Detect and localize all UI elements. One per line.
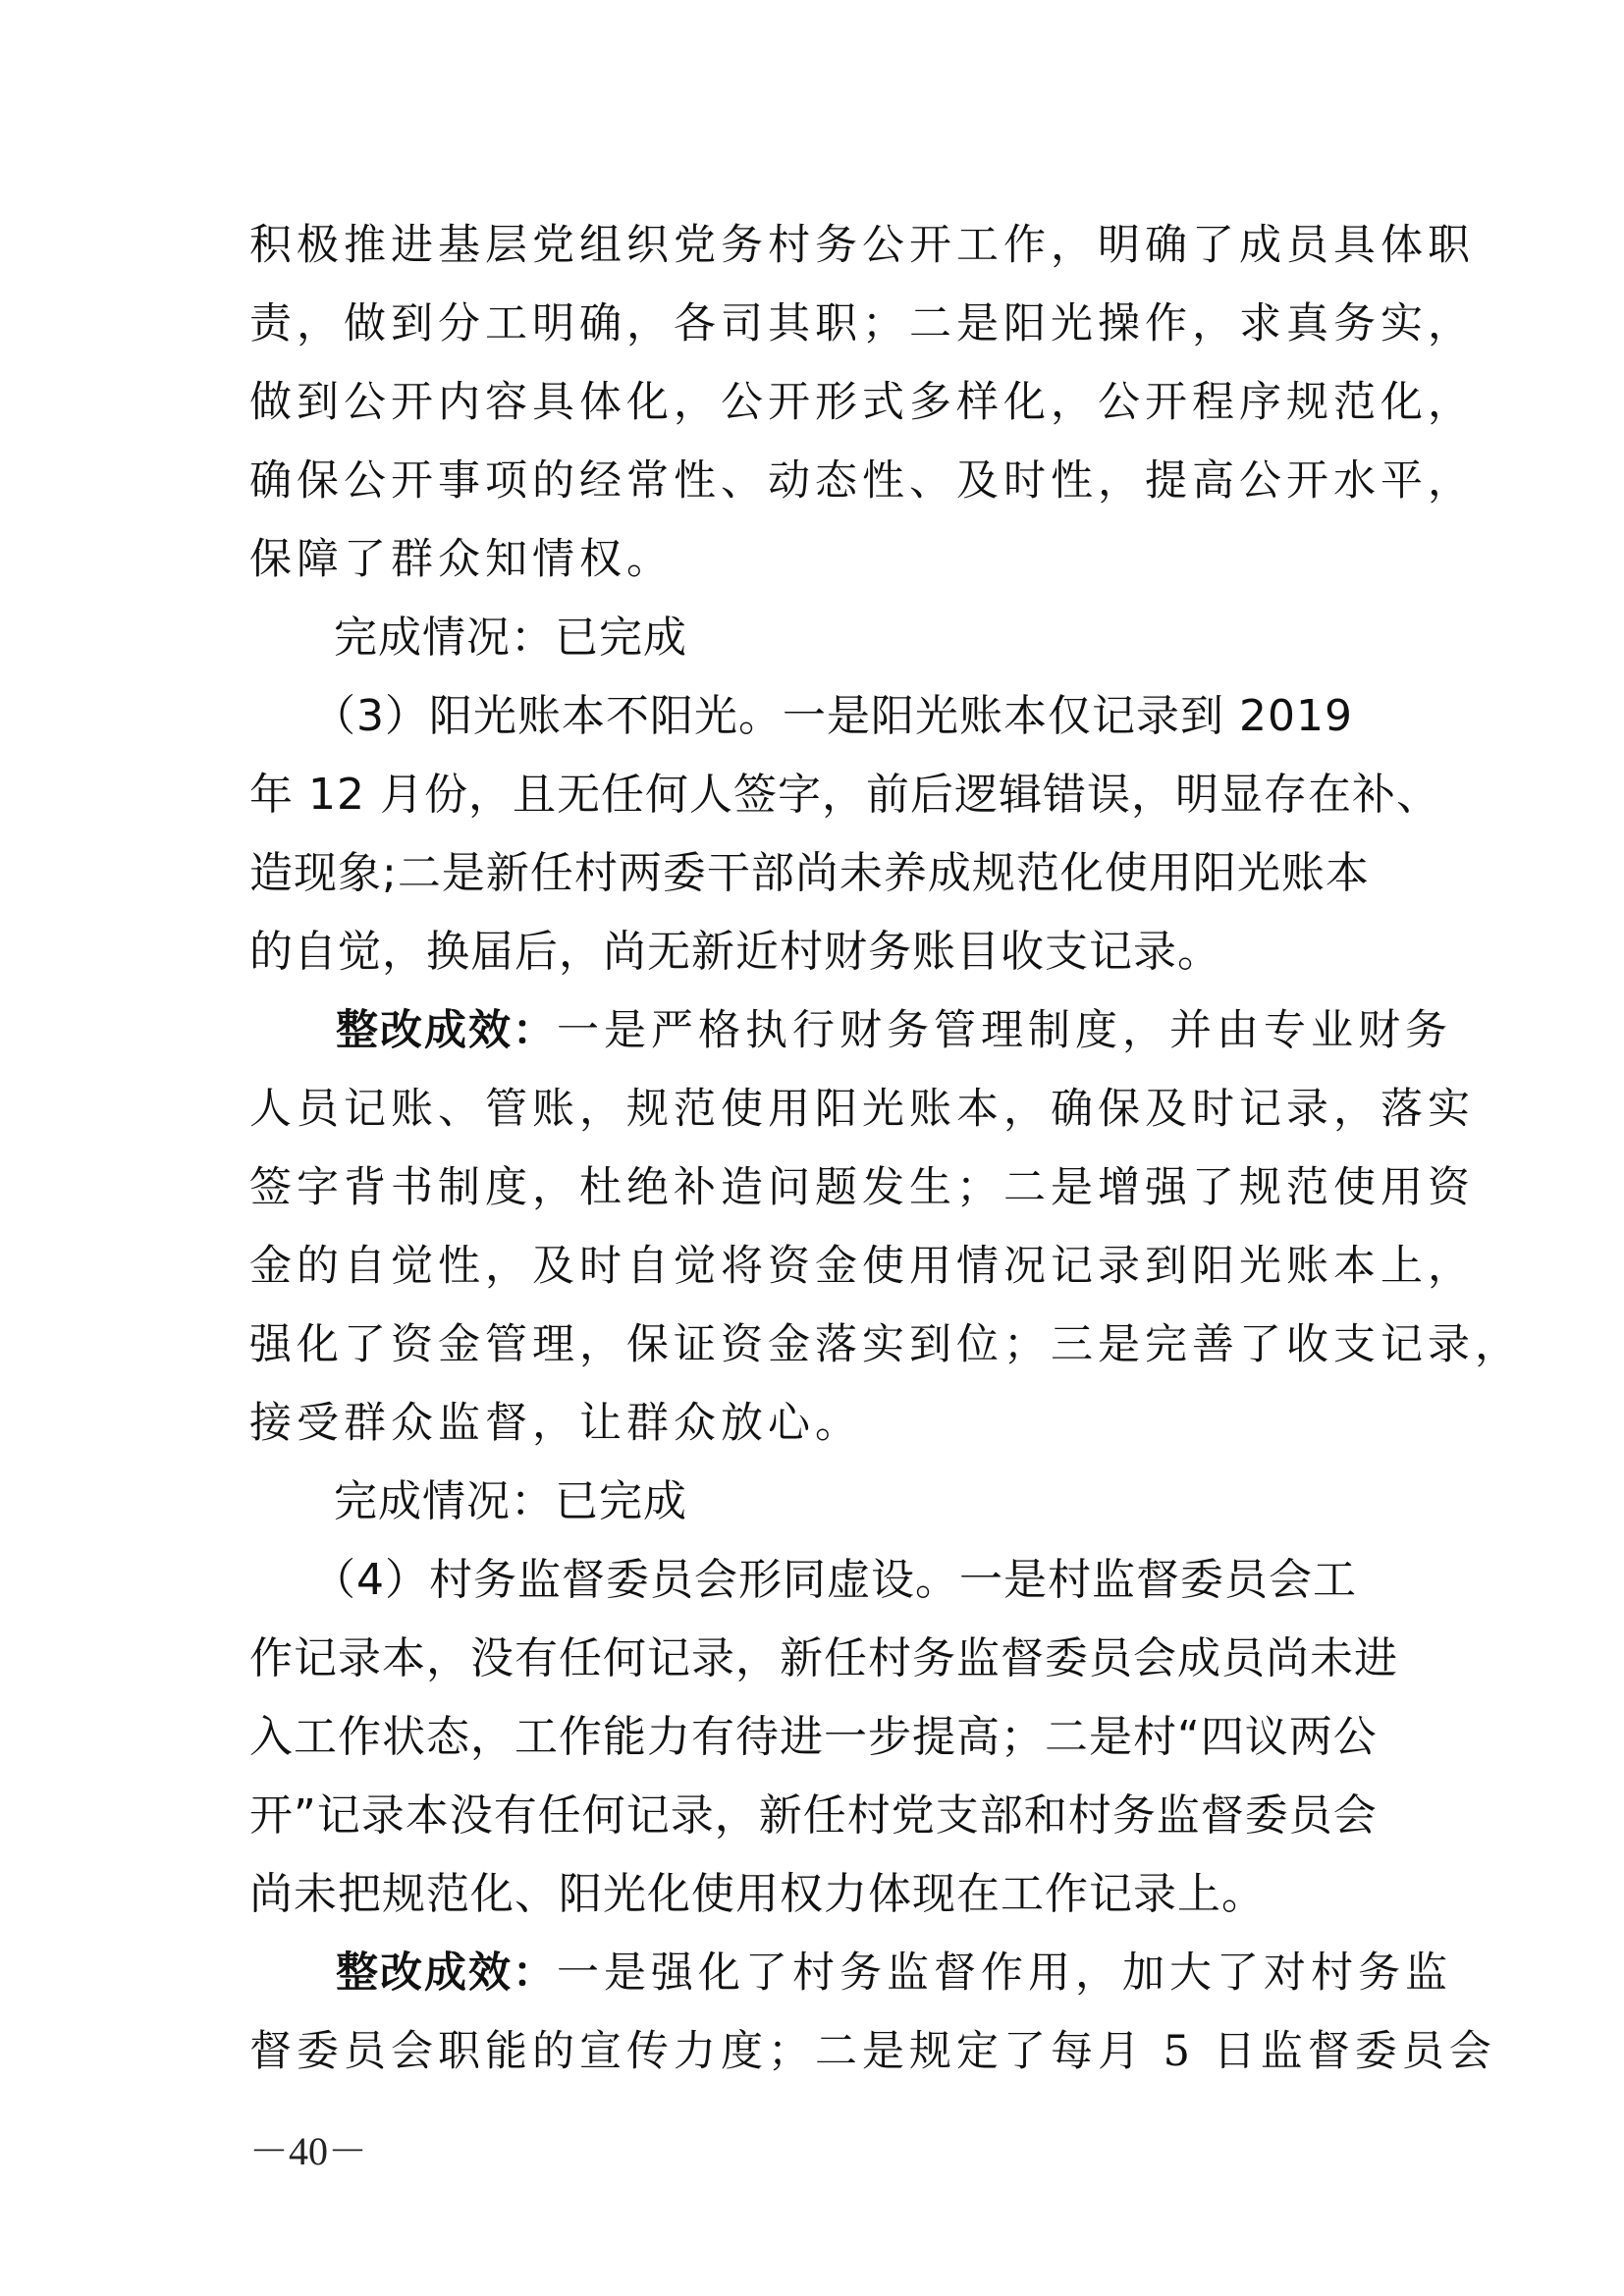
- issue-3-paragraph: [249, 677, 1440, 991]
- text-line: 人员记账、管账，规范使用阳光账本，确保及时记录，落实: [249, 1085, 1475, 1134]
- completion-status: [249, 1463, 1388, 1541]
- text-line: 积极推进基层党组织党务村务公开工作，明确了成员具体职: [249, 221, 1475, 270]
- text-line: 接受群众监督，让群众放心。: [249, 1399, 862, 1448]
- text-line: 做到公开内容具体化，公开形式多样化，公开程序规范化，: [249, 378, 1475, 427]
- text-line: 督委员会职能的宣传力度；二是规定了每月 5 日监督委员会: [249, 2027, 1496, 2076]
- text-line: [249, 991, 1452, 1070]
- status-text: 完成情况：已完成: [334, 1476, 687, 1526]
- result-4-paragraph: [249, 1934, 1496, 2091]
- text-line: 入工作状态，工作能力有待进一步提高；二是村“四议两公: [249, 1712, 1378, 1762]
- intro-paragraph: [249, 206, 1475, 599]
- text-line: 强化了资金管理，保证资金落实到位；三是完善了收支记录，: [249, 1320, 1522, 1369]
- text-line: 金的自觉性，及时自觉将资金使用情况记录到阳光账本上，: [249, 1242, 1475, 1291]
- result-3-paragraph: [249, 991, 1522, 1463]
- text-line: [249, 1934, 1452, 2012]
- text-line: 尚未把规范化、阳光化使用权力体现在工作记录上。: [249, 1869, 1266, 1919]
- result-label: 整改成效：: [336, 1949, 557, 1998]
- text-line: 的自觉，换届后，尚无新近村财务账目收支记录。: [249, 927, 1221, 977]
- text-line: （4）村务监督委员会形同虚设。一是村监督委员会工: [312, 1555, 1357, 1605]
- text-line: 年 12 月份，且无任何人签字，前后逻辑错误，明显存在补、: [249, 770, 1440, 820]
- completion-status: [249, 599, 1388, 677]
- text-line: 确保公开事项的经常性、动态性、及时性，提高公开水平，: [249, 456, 1475, 506]
- page-number: －40－: [249, 2129, 367, 2173]
- result-text: 一是强化了村务监督作用，加大了对村务监: [557, 1949, 1452, 1998]
- text-line: 作记录本，没有任何记录，新任村务监督委员会成员尚未进: [249, 1633, 1398, 1683]
- text-line: 保障了群众知情权。: [249, 535, 674, 584]
- text-line: 造现象;二是新任村两委干部尚未养成规范化使用阳光账本: [249, 848, 1370, 898]
- document-body: [249, 206, 1522, 2091]
- text-line: 签字背书制度，杜绝补造问题发生；二是增强了规范使用资: [249, 1163, 1475, 1212]
- status-text: 完成情况：已完成: [334, 613, 687, 663]
- text-line: 开”记录本没有任何记录，新任村党支部和村务监督委员会: [249, 1790, 1378, 1841]
- result-label: 整改成效：: [336, 1006, 557, 1055]
- issue-4-paragraph: [249, 1541, 1398, 1934]
- text-line: （3）阳光账本不阳光。一是阳光账本仅记录到 2019: [312, 691, 1353, 741]
- result-text: 一是严格执行财务管理制度，并由专业财务: [557, 1006, 1452, 1055]
- text-line: 责，做到分工明确，各司其职；二是阳光操作，求真务实，: [249, 299, 1475, 348]
